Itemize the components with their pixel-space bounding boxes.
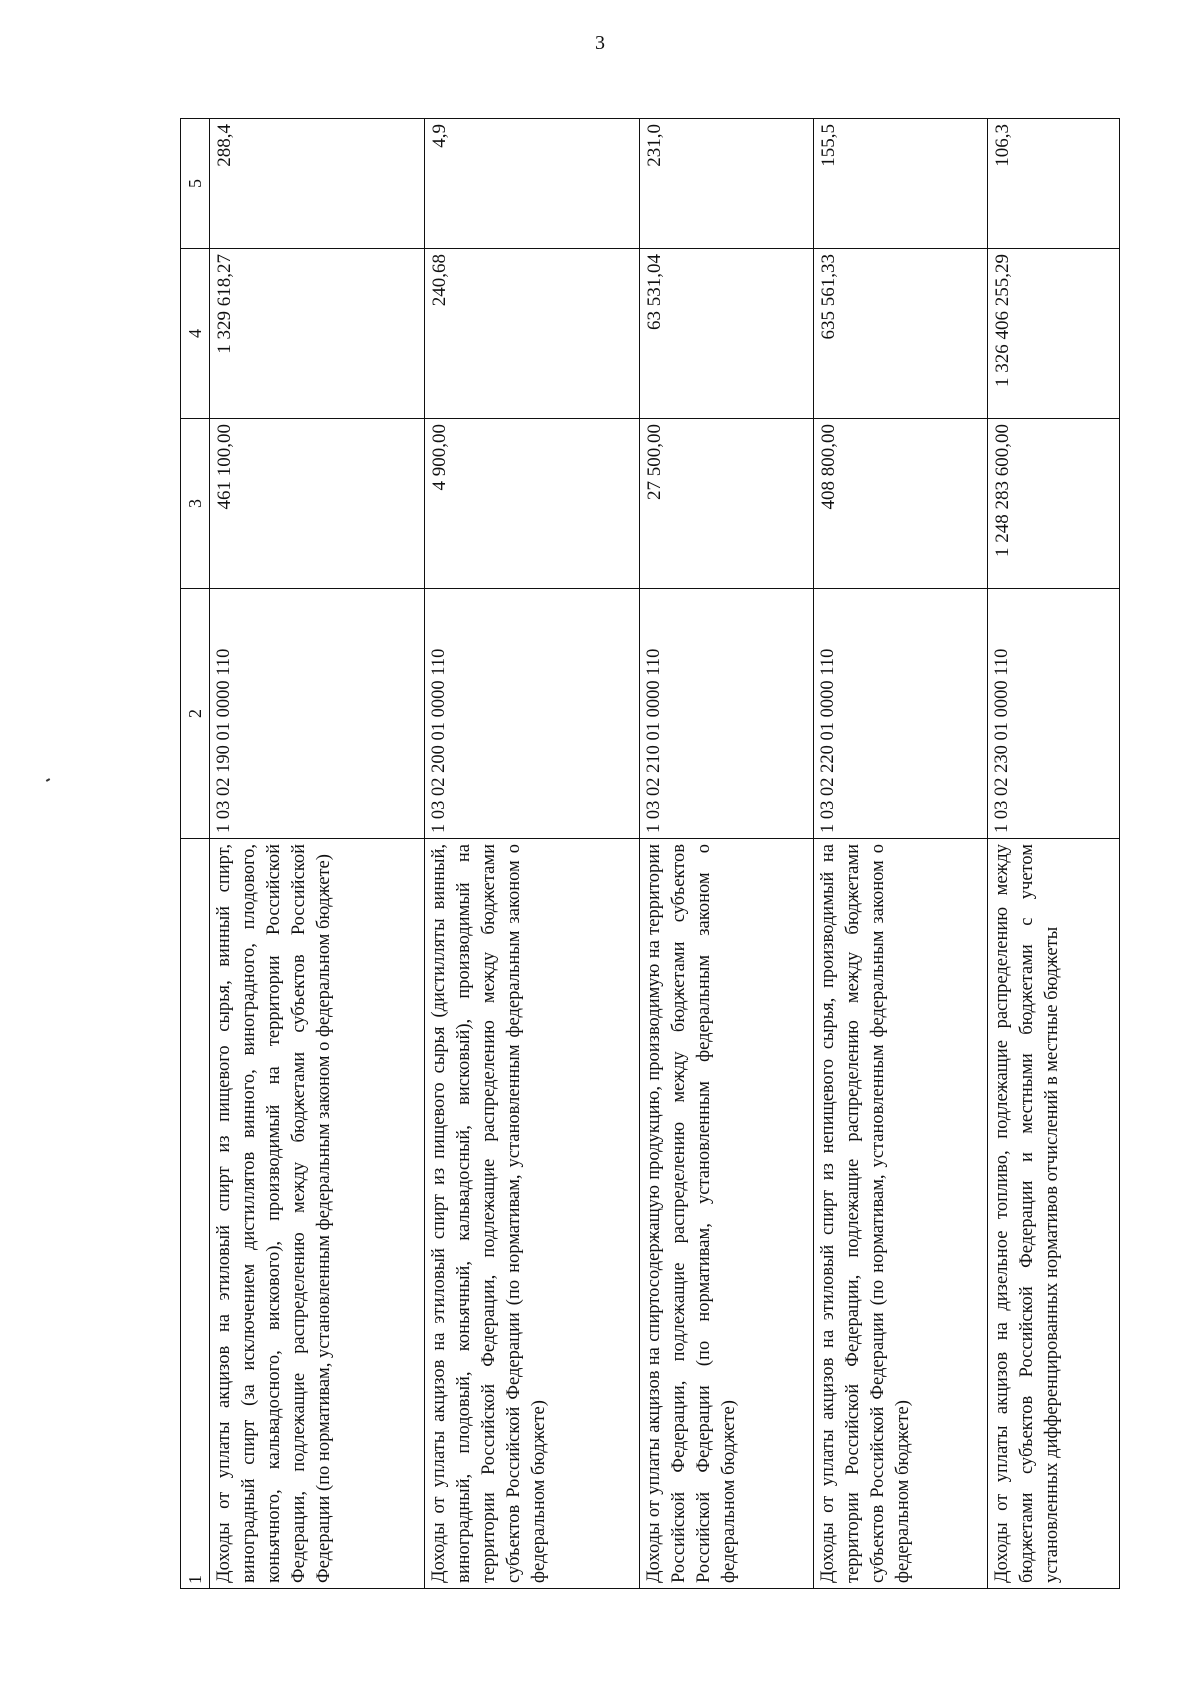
table-row — [813, 119, 987, 1589]
row-col4-value: 1 326 406 255,29 — [987, 249, 1119, 419]
table-row — [640, 119, 814, 1589]
row-col3-value: 4 900,00 — [425, 419, 640, 589]
row-col5-value: 155,5 — [813, 119, 987, 249]
row-code: 1 03 02 230 01 0000 110 — [987, 589, 1119, 839]
row-col4-value: 240,68 — [425, 249, 640, 419]
row-col4-value: 63 531,04 — [640, 249, 814, 419]
row-description: Доходы от уплаты акцизов на этиловый спирт из непищевого сырья, производимый на территории Российской Федерации, подлежащие распределению между бюджетами субъектов Российской Федерации (по нормативам, установленным федеральным законом о федеральном бюджете) — [813, 839, 987, 1589]
row-col5-value: 288,4 — [210, 119, 425, 249]
row-col3-value: 408 800,00 — [813, 419, 987, 589]
table-row — [210, 119, 425, 1589]
row-description: Доходы от уплаты акцизов на этиловый спирт из пищевого сырья, винный спирт, виноградный спирт (за исключением дистиллятов винного, виноградного, плодового, коньячного, кальвадосного, вискового), производимый на территории Российской Федерации, подлежащие распределению между бюджетами субъектов Российской Федерации (по нормативам, установленным федеральным законом о федеральном бюджете) — [210, 839, 425, 1589]
row-description: Доходы от уплаты акцизов на спиртосодержащую продукцию, производимую на территории Российской Федерации, подлежащие распределению между бюджетами субъектов Российской Федерации (по нормативам, установленным федеральным законом о федеральном бюджете) — [640, 839, 814, 1589]
revenue-table — [180, 118, 1120, 1589]
scan-speck — [46, 778, 50, 782]
row-code: 1 03 02 190 01 0000 110 — [210, 589, 425, 839]
row-col5-value: 106,3 — [987, 119, 1119, 249]
page-number: 3 — [595, 32, 605, 54]
row-col4-value: 1 329 618,27 — [210, 249, 425, 419]
row-col4-value: 635 561,33 — [813, 249, 987, 419]
row-col3-value: 1 248 283 600,00 — [987, 419, 1119, 589]
row-col3-value: 461 100,00 — [210, 419, 425, 589]
row-code: 1 03 02 210 01 0000 110 — [640, 589, 814, 839]
table-row — [987, 119, 1119, 1589]
row-code: 1 03 02 220 01 0000 110 — [813, 589, 987, 839]
header-col-5: 5 — [181, 119, 210, 249]
table-row — [425, 119, 640, 1589]
header-col-4: 4 — [181, 249, 210, 419]
table-header-row — [181, 119, 210, 1589]
row-col3-value: 27 500,00 — [640, 419, 814, 589]
row-description: Доходы от уплаты акцизов на этиловый спирт из пищевого сырья (дистилляты винный, виноградный, плодовый, коньячный, кальвадосный, висковый), производимый на территории Российской Федерации, подлежащие распределению между бюджетами субъектов Российской Федерации (по нормативам, установленным федеральным законом о федеральном бюджете) — [425, 839, 640, 1589]
header-col-2: 2 — [181, 589, 210, 839]
header-col-3: 3 — [181, 419, 210, 589]
row-code: 1 03 02 200 01 0000 110 — [425, 589, 640, 839]
row-description: Доходы от уплаты акцизов на дизельное топливо, подлежащие распределению между бюджетами субъектов Российской Федерации и местными бюджетами с учетом установленных дифференцированных нормативов отчислений в местные бюджеты — [987, 839, 1119, 1589]
rotated-table-container — [180, 119, 1120, 1589]
header-col-1: 1 — [181, 839, 210, 1589]
row-col5-value: 4,9 — [425, 119, 640, 249]
row-col5-value: 231,0 — [640, 119, 814, 249]
